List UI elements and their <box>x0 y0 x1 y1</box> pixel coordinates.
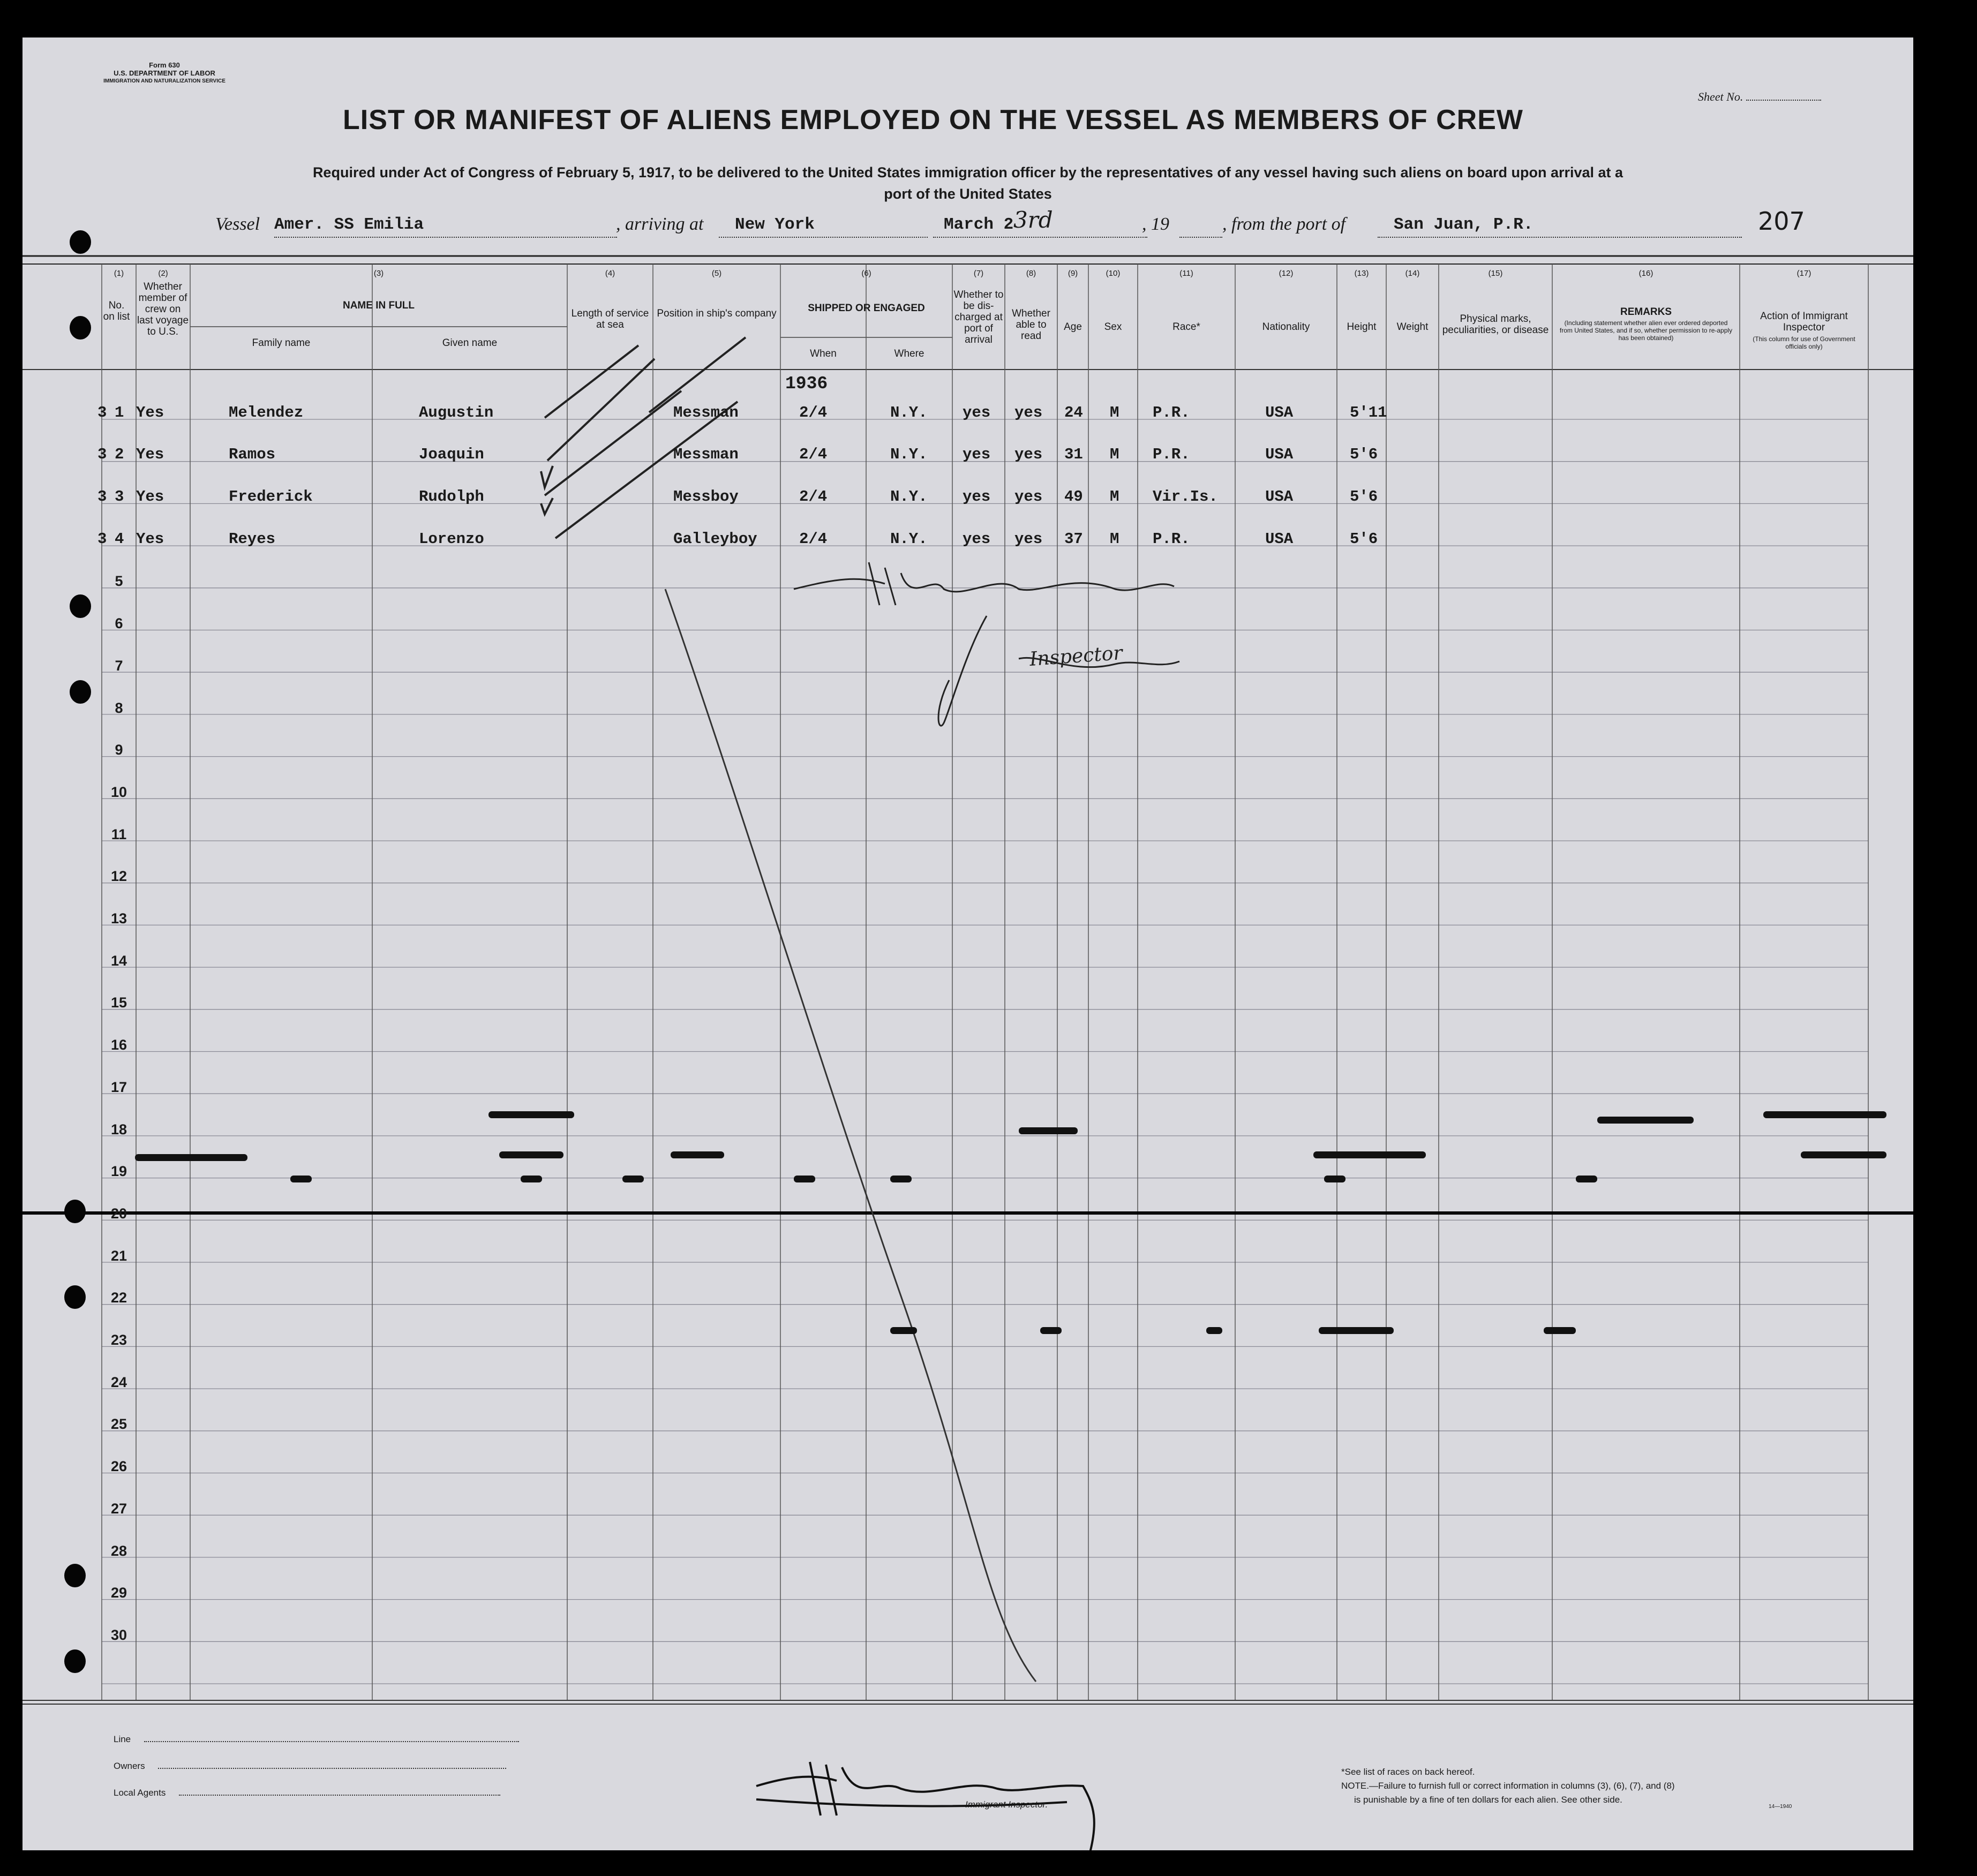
inspector-note: Inspector <box>1028 642 1123 671</box>
print-code: 14—1940 <box>1769 1804 1792 1810</box>
sheet-number-label: Sheet No. <box>1698 90 1821 104</box>
col-header-remarks: REMARKS <box>1620 306 1672 318</box>
shipped-where: N.Y. <box>890 530 928 548</box>
discharged: yes <box>963 446 991 464</box>
position: Messboy <box>673 488 739 506</box>
position: Galleyboy <box>673 530 757 548</box>
pencil-line <box>665 589 1036 1682</box>
family-name: Frederick <box>229 488 313 506</box>
column-number: (14) <box>1405 269 1420 278</box>
column-number: (2) <box>158 269 168 278</box>
age: 37 <box>1064 530 1083 548</box>
nationality: USA <box>1265 488 1294 506</box>
requirement-text: Required under Act of Congress of February 5, 1917, to be delivered to the United States immigration officer by the representatives of any vessel having such aliens on board upon arrival at a port of the United States <box>312 164 1623 202</box>
shipped-where: N.Y. <box>890 403 928 421</box>
col-header-weight: Weight <box>1396 321 1429 333</box>
discharged: yes <box>963 488 991 506</box>
position: Messman <box>673 403 739 421</box>
family-name: Melendez <box>229 403 304 421</box>
row-number: 4 <box>115 530 124 548</box>
nationality: USA <box>1265 403 1294 421</box>
shipped-when: 2/4 <box>799 530 828 548</box>
nationality: USA <box>1265 446 1294 464</box>
member-last-voyage: Yes <box>136 530 164 548</box>
row-number: 15 <box>110 994 127 1011</box>
given-name: Lorenzo <box>419 530 484 548</box>
shipped-when: 2/4 <box>799 403 828 421</box>
column-number: (13) <box>1354 269 1369 278</box>
row-number: 14 <box>110 952 127 969</box>
row-number: 26 <box>110 1458 127 1475</box>
given-name: Augustin <box>419 403 494 421</box>
column-number: (17) <box>1796 269 1811 278</box>
col-header-no: No. on list <box>103 300 130 322</box>
col-header-name: NAME IN FULL <box>342 300 415 311</box>
footer-owners: Owners <box>114 1761 506 1772</box>
col-header-given: Given name <box>442 337 498 349</box>
shipped-where: N.Y. <box>890 488 928 506</box>
race: P.R. <box>1153 530 1190 548</box>
column-number: (7) <box>973 269 984 278</box>
position: Messman <box>673 446 739 464</box>
family-name: Reyes <box>229 530 276 548</box>
able-to-read: yes <box>1014 530 1043 548</box>
row-number: 22 <box>110 1290 127 1306</box>
col-header-length: Length of service at sea <box>571 308 649 330</box>
from-port-label: , from the port of <box>1222 214 1346 234</box>
col-header-action-note: (This column for use of Government officials only) <box>1753 335 1855 350</box>
col-header-age: Age <box>1064 321 1082 333</box>
col-header-when: When <box>810 348 837 359</box>
shipped-where: N.Y. <box>890 446 928 464</box>
given-name: Joaquin <box>419 446 484 464</box>
height: 5'6 <box>1350 446 1378 464</box>
nationality: USA <box>1265 530 1294 548</box>
row-number: 12 <box>110 868 127 885</box>
shipped-when: 2/4 <box>799 488 828 506</box>
col-header-last-voyage: Whether member of crew on last voyage to U.S. <box>137 281 189 337</box>
col-header-action: Action of Immigrant Inspector <box>1760 311 1848 333</box>
able-to-read: yes <box>1014 446 1043 464</box>
col-header-where: Where <box>894 348 924 359</box>
vessel-label: Vessel <box>215 214 260 234</box>
sex: M <box>1110 403 1119 421</box>
height: 5'11 <box>1350 403 1387 421</box>
footer-local-agents: Local Agents <box>114 1788 500 1798</box>
col-header-remarks-note: (Including statement whether alien ever ordered deported from United States, and if so, whether permission to re-apply has been obtained) <box>1559 319 1733 342</box>
column-number: (16) <box>1638 269 1653 278</box>
row-prefix: 3 <box>97 403 107 421</box>
height: 5'6 <box>1350 530 1378 548</box>
row-number: 27 <box>110 1500 127 1517</box>
sex: M <box>1110 446 1119 464</box>
column-number: (8) <box>1026 269 1036 278</box>
department: U.S. DEPARTMENT OF LABOR <box>114 69 215 77</box>
row-number: 10 <box>110 783 127 800</box>
immigrant-inspector-label: Immigrant Inspector. <box>965 1799 1048 1810</box>
row-number: 2 <box>115 446 124 464</box>
row-number: 1 <box>115 403 124 421</box>
column-number: (12) <box>1279 269 1294 278</box>
form-number: Form 630 <box>149 61 180 69</box>
row-number: 7 <box>115 657 123 674</box>
row-number: 19 <box>110 1163 127 1180</box>
member-last-voyage: Yes <box>136 488 164 506</box>
race: P.R. <box>1153 446 1190 464</box>
footer-line: Line <box>114 1734 519 1745</box>
row-number: 20 <box>110 1205 127 1222</box>
year-written: 1936 <box>785 374 828 394</box>
able-to-read: yes <box>1014 403 1043 421</box>
row-number: 18 <box>110 1121 127 1137</box>
column-number: (10) <box>1106 269 1121 278</box>
check-marks <box>541 337 746 538</box>
row-number: 17 <box>110 1079 127 1095</box>
arrival-date: March 2 <box>944 215 1014 234</box>
col-header-shipped: SHIPPED OR ENGAGED <box>808 303 925 314</box>
manifest-sheet <box>22 37 1913 1850</box>
race: P.R. <box>1153 403 1190 421</box>
row-number: 24 <box>110 1374 127 1390</box>
col-header-height: Height <box>1347 321 1377 333</box>
from-port: San Juan, P.R. <box>1394 215 1534 234</box>
row-number: 16 <box>110 1037 127 1053</box>
column-number: (4) <box>605 269 615 278</box>
row-number: 23 <box>110 1332 127 1348</box>
column-number: (15) <box>1488 269 1503 278</box>
shipped-when: 2/4 <box>799 446 828 464</box>
family-name: Ramos <box>229 446 276 464</box>
col-header-family: Family name <box>252 337 311 349</box>
row-number: 29 <box>110 1585 127 1601</box>
col-header-race: Race* <box>1172 321 1200 333</box>
row-number: 25 <box>110 1416 127 1433</box>
able-to-read: yes <box>1014 488 1043 506</box>
col-header-sex: Sex <box>1104 321 1122 333</box>
age: 24 <box>1064 403 1083 421</box>
vessel-name: Amer. SS Emilia <box>274 215 424 234</box>
page-title: LIST OR MANIFEST OF ALIENS EMPLOYED ON THE VESSEL AS MEMBERS OF CREW <box>343 104 1523 135</box>
age: 49 <box>1064 488 1083 506</box>
page-number: 207 <box>1758 207 1805 236</box>
col-header-physical-marks: Physical marks, peculiarities, or disease <box>1442 313 1549 336</box>
row-number: 13 <box>110 910 127 927</box>
row-number: 6 <box>115 615 123 632</box>
sex: M <box>1110 530 1119 548</box>
row-number: 8 <box>115 699 123 716</box>
row-number: 21 <box>110 1247 127 1264</box>
column-number: (6) <box>861 269 871 278</box>
arriving-label: , arriving at <box>616 214 704 234</box>
race: Vir.Is. <box>1153 488 1218 506</box>
age: 31 <box>1064 446 1083 464</box>
row-prefix: 3 <box>97 446 107 464</box>
given-name: Rudolph <box>419 488 484 506</box>
row-number: 28 <box>110 1542 127 1559</box>
column-number: (3) <box>373 269 384 278</box>
row-number: 30 <box>110 1626 127 1643</box>
discharged: yes <box>963 530 991 548</box>
column-number: (1) <box>114 269 124 278</box>
col-header-read: Whether able to read <box>1012 308 1050 342</box>
col-header-discharged: Whether to be dis-charged at port of arrival <box>953 289 1004 345</box>
arriving-port: New York <box>735 215 815 234</box>
column-number: (11) <box>1179 269 1193 278</box>
column-number: (9) <box>1068 269 1078 278</box>
member-last-voyage: Yes <box>136 446 164 464</box>
row-number: 11 <box>111 826 127 842</box>
sex: M <box>1110 488 1119 506</box>
arrival-date-suffix: 3rd <box>1013 207 1053 233</box>
col-header-nationality: Nationality <box>1262 321 1310 333</box>
year-label: , 19 <box>1142 214 1169 234</box>
height: 5'6 <box>1350 488 1378 506</box>
column-number: (5) <box>711 269 722 278</box>
col-header-position: Position in ship's company <box>657 308 777 319</box>
service-name: IMMIGRATION AND NATURALIZATION SERVICE <box>103 78 225 84</box>
row-number: 3 <box>115 488 124 506</box>
footer-notes: *See list of races on back hereof. NOTE.—Failure to furnish full or correct information in columns (3), (6), (7), and (8) is punishable by a fine of ten dollars for each alien. See other side. <box>1341 1767 1675 1805</box>
discharged: yes <box>963 403 991 421</box>
row-prefix: 3 <box>97 488 107 506</box>
row-number: 9 <box>115 742 123 758</box>
row-number: 5 <box>115 573 123 590</box>
member-last-voyage: Yes <box>136 403 164 421</box>
row-prefix: 3 <box>97 530 107 548</box>
